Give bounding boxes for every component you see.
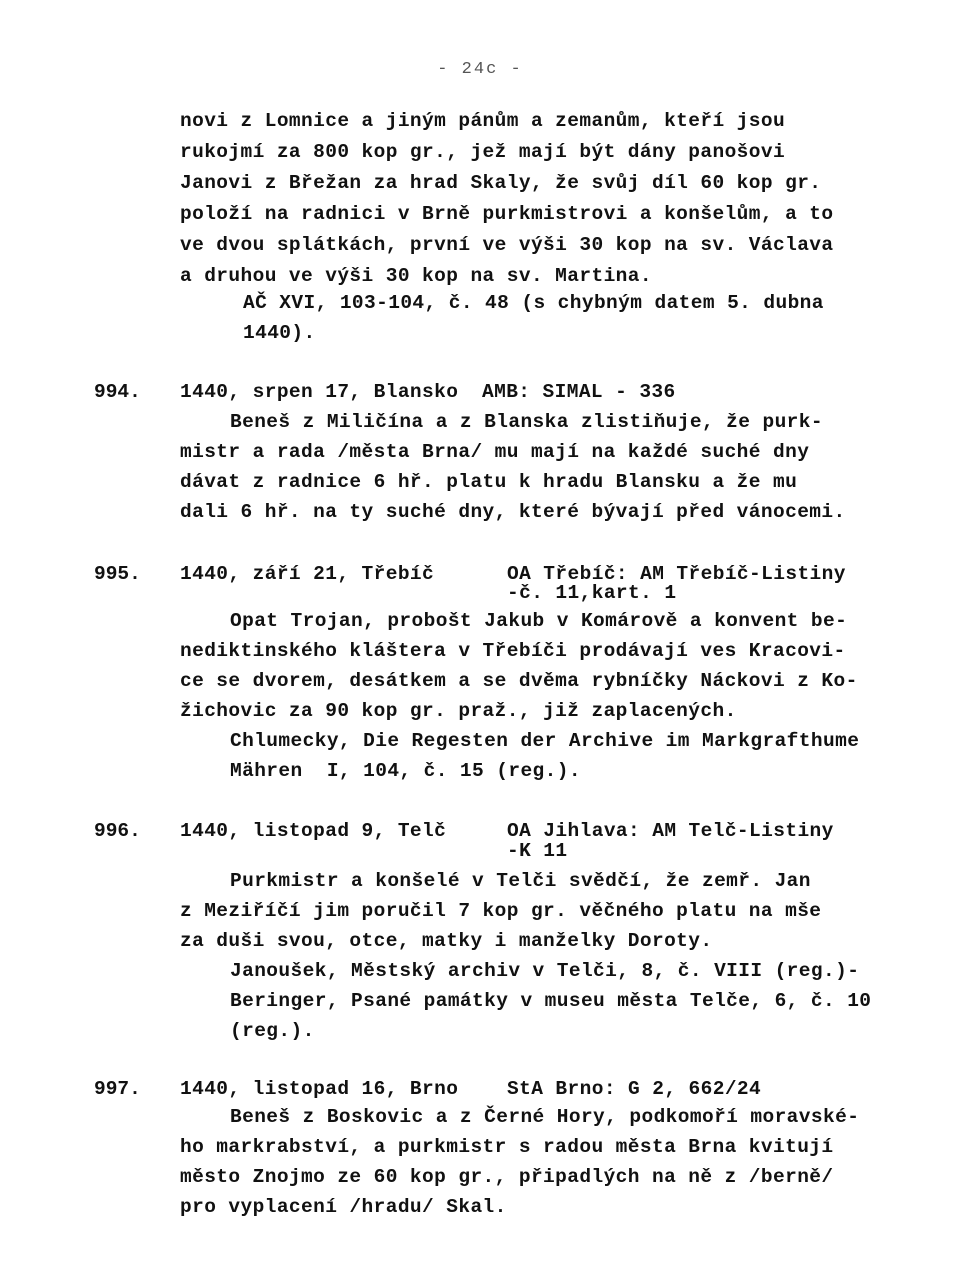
entry-reference: (reg.). — [230, 1020, 315, 1042]
intro-line: a druhou ve výši 30 kop na sv. Martina. — [180, 265, 652, 287]
entry-body-line: Beneš z Miličína a z Blanska zlistiňuje, že purk- — [230, 411, 823, 433]
entry-body-line: Purkmistr a konšelé v Telči svědčí, že zemř. Jan — [230, 870, 811, 892]
entry-header: 1440, listopad 16, Brno — [180, 1078, 459, 1100]
entry-header: 1440, září 21, Třebíč — [180, 563, 435, 585]
entry-body-line: mistr a rada /města Brna/ mu mají na každé suché dny — [180, 441, 810, 463]
entry-header: 1440, srpen 17, Blansko — [180, 381, 459, 403]
entry-source: -K 11 — [507, 840, 568, 862]
entry-reference: Mähren I, 104, č. 15 (reg.). — [230, 760, 581, 782]
entry-body-line: žichovic za 90 kop gr. praž., již zaplacených. — [180, 700, 737, 722]
entry-number: 997. — [94, 1078, 141, 1100]
entry-source: -č. 11,kart. 1 — [507, 582, 677, 604]
entry-reference: Chlumecky, Die Regesten der Archive im Markgrafthume — [230, 730, 860, 752]
intro-reference: 1440). — [243, 322, 316, 344]
intro-line: položí na radnici v Brně purkmistrovi a konšelům, a to — [180, 203, 834, 225]
entry-reference: Beringer, Psané památky v museu města Telče, 6, č. 10 — [230, 990, 872, 1012]
entry-body-line: dávat z radnice 6 hř. platu k hradu Blansku a že mu — [180, 471, 798, 493]
entry-number: 994. — [94, 381, 141, 403]
entry-header: 1440, listopad 9, Telč — [180, 820, 447, 842]
entry-body-line: dali 6 hř. na ty suché dny, které bývají před vánocemi. — [180, 501, 846, 523]
entry-source: AMB: SIMAL - 336 — [482, 381, 676, 403]
entry-body-line: pro vyplacení /hradu/ Skal. — [180, 1196, 507, 1218]
entry-body-line: Opat Trojan, probošt Jakub v Komárově a konvent be- — [230, 610, 848, 632]
intro-line: Janovi z Břežan za hrad Skaly, že svůj díl 60 kop gr. — [180, 172, 822, 194]
intro-line: novi z Lomnice a jiným pánům a zemanům, kteří jsou — [180, 110, 786, 132]
entry-body-line: město Znojmo ze 60 kop gr., připadlých na ně z /berně/ — [180, 1166, 834, 1188]
entry-source: StA Brno: G 2, 662/24 — [507, 1078, 762, 1100]
page-number: - 24c - — [437, 60, 523, 79]
entry-body-line: za duši svou, otce, matky i manželky Doroty. — [180, 930, 713, 952]
entry-number: 996. — [94, 820, 141, 842]
entry-body-line: z Meziříčí jim poručil 7 kop gr. věčného platu na mše — [180, 900, 822, 922]
entry-body-line: Beneš z Boskovic a z Černé Hory, podkomoří moravské- — [230, 1106, 860, 1128]
entry-number: 995. — [94, 563, 141, 585]
entry-body-line: nediktinského kláštera v Třebíči prodávají ves Kracovi- — [180, 640, 846, 662]
intro-line: rukojmí za 800 kop gr., jež mají být dány panošovi — [180, 141, 786, 163]
intro-reference: AČ XVI, 103-104, č. 48 (s chybným datem 5. dubna — [243, 292, 824, 314]
intro-line: ve dvou splátkách, první ve výši 30 kop na sv. Václava — [180, 234, 834, 256]
entry-source: OA Jihlava: AM Telč-Listiny — [507, 820, 834, 842]
entry-body-line: ho markrabství, a purkmistr s radou města Brna kvitují — [180, 1136, 834, 1158]
entry-reference: Janoušek, Městský archiv v Telči, 8, č. VIII (reg.)- — [230, 960, 860, 982]
entry-body-line: ce se dvorem, desátkem a se dvěma rybníčky Náckovi z Ko- — [180, 670, 858, 692]
entry-source: OA Třebíč: AM Třebíč-Listiny — [507, 563, 846, 585]
